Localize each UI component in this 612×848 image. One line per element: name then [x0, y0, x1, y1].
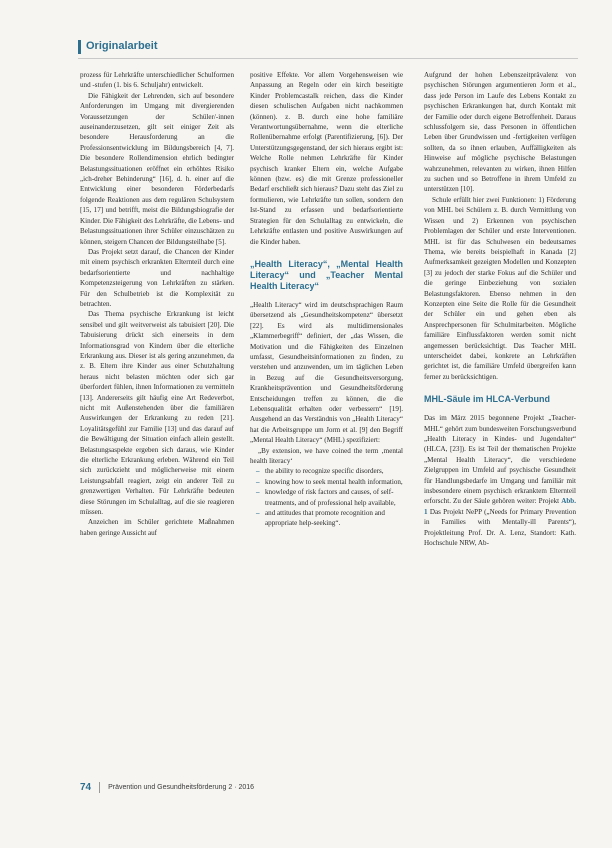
- paragraph: prozess für Lehrkräfte unterschiedlicher Schulformen und -stufen (1. bis 6. Schuljahr) entwickelt.: [80, 71, 234, 90]
- column-left: [80, 70, 234, 538]
- column-middle: [250, 70, 403, 529]
- column-right: [424, 70, 576, 548]
- paragraph: Aufgrund der hohen Lebenszeitprävalenz von psychischen Störungen argumentieren Jorm et al., dass jede Person im Laufe des Lebens Kontakt zu psychischen Erkrankungen hat, durch Kontakt mit der Familie oder durch eigene Betroffenheit. Daraus schlussfolgern sie, dass Personen in öffentlichen Leben über Grundwissen und -fertigkeiten verfügen sollten, da so ihnen erlauben, Auffälligkeiten als Hinweise auf mögliche psychische Belastungen wahrzunehmen, relevanten zu wirken, ihnen Hilfen zu suchen und so Betroffene in ihrem Umfeld zu unterstützen [10].: [424, 71, 576, 194]
- quote-intro: „By extension, we have coined the term ‚mental health literacy‘: [250, 446, 403, 465]
- section-heading-mhl-saeule: MHL-Säule im HLCA-Verbund: [424, 394, 551, 405]
- footer-separator: [99, 782, 100, 793]
- dash-bullet-icon: –: [256, 477, 260, 486]
- paragraph: „Health Literacy“ wird im deutschsprachigen Raum übersetzend als „Gesundheitskompetenz“ übersetzt [22]. Es wird als multidimensionales „Klammerbegriff“ definiert, der „das Wissen, die Motivation und die Fähigkeiten des Einzelnen umfasst, Gesundheitsinformationen zu finden, zu verstehen und anzuwenden, um im täglichen Leben in Bezug auf die Gesundheitsversorgung, Krankheitsprävention und Gesundheitsförderung Entscheidungen treffen zu können, die die Lebensqualität erhalten oder verbessern“ [19]. Ausgehend an das Verständnis von „Health Literacy“ hat die Arbeitsgruppe um Jorm et al. [9] den Begriff „Mental Health Literacy“ (MHL) spezifiziert:: [250, 300, 403, 445]
- header-divider: [78, 58, 578, 59]
- section-header: Originalarbeit: [86, 40, 158, 52]
- page-footer: [80, 782, 254, 793]
- quote-bullet-list: [250, 466, 403, 528]
- dash-bullet-icon: –: [256, 488, 260, 497]
- dash-bullet-icon: –: [256, 467, 260, 476]
- paragraph: Anzeichen im Schüler gerichtete Maßnahmen haben geringe Aussicht auf: [80, 518, 234, 537]
- page-number: 74: [80, 782, 92, 793]
- list-item: – knowing how to seek mental health information,: [256, 477, 403, 486]
- definition-quote: [250, 446, 403, 529]
- paragraph: Das Thema psychische Erkrankung ist leicht sensibel und gilt weitverweist als tabuisiert [20]. Die Tabuisierung drückt sich einerseits in dem Informationsgrad von Kindern über die elterliche Erkrankung aus. Dieser ist als gering anzunehmen, da z. B. Eltern ihre Kinder aus einer Schutzhaltung heraus nicht belasten möchten oder sich gar überfordert fühlen, ihnen Informationen zu vermitteln [13]. Andererseits gilt häufig eine Art Redeverbot, nicht mit Außenstehenden über die familiären Auswirkungen der Erkrankung zu reden [21]. Loyalitätsgefühl zur Familie [13] und das darauf auf die Bewältigung der Situation einfach allein gestellt. Belastungsaspekte ergeben sich daraus, wie Kinder die elterliche Erkrankung erleben. Während ein Teil sich zurückzieht und möglicherweise mit einem Leistungsabfall reagiert, zeigt ein anderer Teil zu grenzwertigen Verhalten. Für Lehrkräfte bedeuten diese Störungen im Schulalltag, auf die sie reagieren müssen.: [80, 310, 234, 517]
- list-item: – knowledge of risk factors and causes, of self-treatments, and of professional help available,: [256, 488, 396, 507]
- paragraph: Die Fähigkeit der Lehrenden, sich auf besondere Anforderungen im Umgang mit divergierenden Voraussetzungen der Schüler/-innen auseinanderzusetzen, gilt seit einiger Zeit als besondere Herausforderung an die Professionsentwicklung im Bildungsbereich [4, 7]. Die besondere Rollendimension ehrlich bedingter Belastungssituationen eröffnet ein erhöhtes Risiko „ich-dreher Behinderung“ [16], d. h. einer auf die Entwicklung einer besonderen Förderbedarfs folgende Reaktionen aus dem regulären Schulsystem [15, 17] und betrifft, meist die Bildungsbiografie der Kinder. Die Fähigkeit des Lehrkräfte, die Lebens- und Belastungssituationen ihrer Schüler einzuschätzen zu können, steigern Chancen der Bildungsteilhabe [5].: [80, 91, 234, 246]
- journal-citation: Prävention und Gesundheitsförderung 2 · 2016: [108, 784, 255, 791]
- paragraph: positive Effekte. Vor allem Vorgehensweisen wie Anpassung an Regeln oder ein kirch beseitigte Kinder Problemcastalk reichen, dass die Kinder diesen schulischen Aufgaben nicht nachkommen (können). z. B. durch eine hohe familiäre Verantwortungsübernahme, wenn die elterliche Rollenübernahme erfolgt (Parentifizierung, [6]). Der Unterstützungsgegenstand, der sich hieraus ergibt ist: Welche Rolle nehmen Lehrkräfte für Kinder psychisch kranker Eltern ein, welche Aufgabe können (bzw. es) die mit Grenze professioneller Bedarf erschließt sich hieraus? Dazu steht das Ziel zu formulieren, wie Lehrkräfte tun sollen, sondern den Ist-Stand zu erfassen und bedarfsorientierte Strategien für den Schulalltag zu entwickeln, die Lehrkräfte entlasten und positive Auswirkungen auf die Kinder haben.: [250, 71, 403, 246]
- paragraph: Das Projekt setzt darauf, die Chancen der Kinder mit einem psychisch erkrankten Elternteil durch eine bedarfsorientierte und nachhaltige Kompetenzsteigerung von Lehrkräften zu stärken. Für den Schulbetrieb ist die Komplexität zu betrachten.: [80, 247, 234, 308]
- dash-bullet-icon: –: [256, 509, 260, 518]
- header-accent-bar: [78, 40, 81, 54]
- paragraph: Schule erfüllt hier zwei Funktionen: 1) Förderung von MHL bei Schülern z. B. durch Vermittlung von Wissen und 2) Erkennen von psychischen Problemlagen der Schüler und erste Interventionen. MHL ist für das Schulwesen ein bedeutsames Thema, wie bereits beispielhaft in Kanada [2] Aufmerksamkeit gezeigten Modellen und Konzepten [3] zu jedoch der starke Fokus auf die Schüler und die geringe Einbeziehung von sozialen Belastungsfaktoren. Ebenso nehmen in den Konzepten eine Seite die Rolle für die Gesundheit der Schüler ein und gehen eben als Ansprechpersonen für Schulmitarbeiten. Mögliche familiäre Einflussfaktoren werden somit nicht angemessen berücksichtigt. Das Teacher MHL unterscheidet dabei, konkrete an Lehrkräften gerichtet ist, die familiäre Umfeld übergreifen kann ferner zu berücksichtigen.: [424, 195, 576, 381]
- section-heading-health-literacy: „Health Literacy“, „Mental Health Literacy“ und „Teacher Mental Health Literacy“: [250, 258, 403, 291]
- figure-reference-link[interactable]: Abb. 1: [424, 497, 576, 516]
- paragraph: Das im März 2015 begonnene Projekt „Teacher-MHL“ gehört zum bundesweiten Forschungsverbund „Health Literacy in Kindes- und Jugendalter“ (HLCA, [23]). Es ist Teil der thematischen Projekte „Mental Health Literacy“, die verschiedene Zielgruppen im Umfeld auf psychische Gesundheit für Handlungsbedarfe im Umgang und familiär mit insbesondere einem psychisch erkranktem Elternteil erforscht. Zu der Säule gehören weiter: Projekt Abb. 1 Das Projekt NePP („Needs for Primary Prevention in Families with Mentally-ill Parents“), Projektleitung Prof. Dr. A. Lenz, Standort: Kath. Hochschule NRW, Ab-: [424, 414, 576, 548]
- list-item: – the ability to recognize specific disorders,: [256, 467, 384, 476]
- list-item: – and attitudes that promote recognition and appropriate help-seeking“.: [256, 509, 385, 528]
